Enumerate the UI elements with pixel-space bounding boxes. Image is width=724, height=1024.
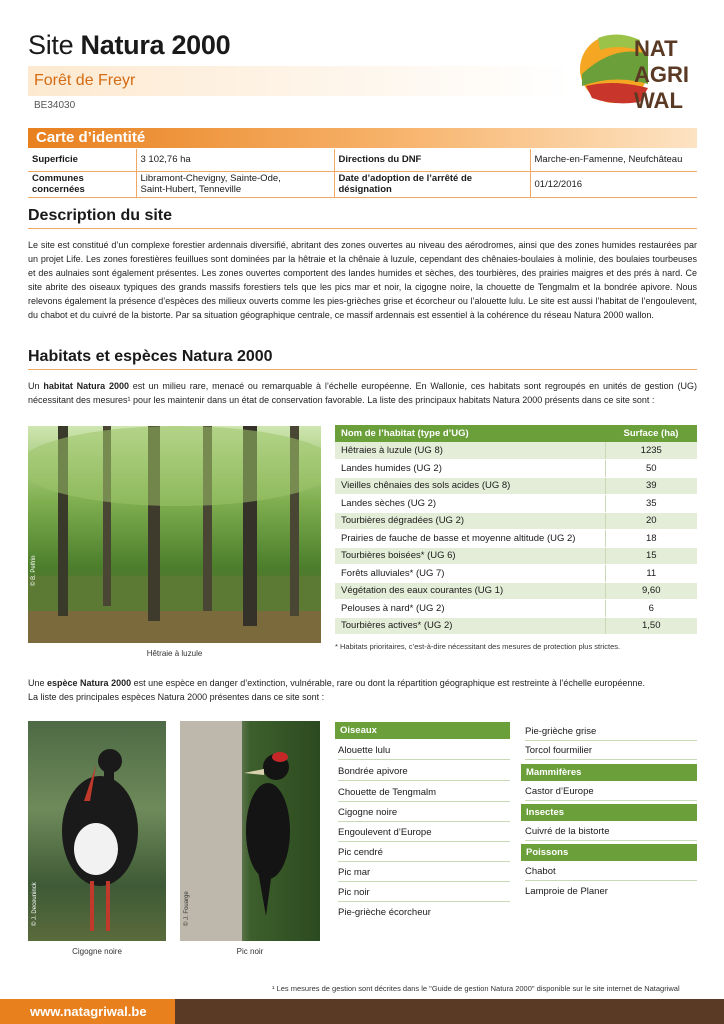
- species-intro-line2: La liste des principales espèces Natura 2000 présentes dans ce site sont :: [28, 692, 325, 702]
- habitat-name: Tourbières actives* (UG 2): [335, 617, 605, 635]
- logo-text-agri: AGRI: [634, 62, 689, 87]
- page-title: [28, 30, 230, 61]
- table-row: [335, 617, 697, 635]
- species-intro-bold: espèce Natura 2000: [47, 678, 132, 688]
- fish-heading: Poissons: [521, 844, 697, 861]
- table-row: [335, 530, 697, 548]
- table-row: [335, 600, 697, 618]
- table-row: [335, 442, 697, 460]
- dnf-label: Directions du DNF: [334, 149, 530, 171]
- black-stork-illustration: [28, 721, 166, 941]
- habitat-name: Végétation des eaux courantes (UG 1): [335, 582, 605, 600]
- list-item: Castor d’Europe: [525, 782, 697, 801]
- species-intro: [28, 676, 697, 704]
- list-item: Pic noir: [338, 883, 510, 902]
- habitat-name: Forêts alluviales* (UG 7): [335, 565, 605, 583]
- habitat-name: Hêtraies à luzule (UG 8): [335, 442, 605, 460]
- site-name: Forêt de Freyr: [34, 72, 136, 89]
- list-item: Pic mar: [338, 863, 510, 882]
- surface-label: Superficie: [28, 149, 136, 171]
- habitat-name: Landes humides (UG 2): [335, 460, 605, 478]
- insects-heading: Insectes: [521, 804, 697, 821]
- table-row: [335, 477, 697, 495]
- communes-value: [136, 171, 334, 197]
- identity-table: [28, 149, 697, 198]
- communes-label: Communes concernées: [28, 171, 136, 197]
- list-item: Engoulevent d’Europe: [338, 823, 510, 842]
- table-row: [335, 582, 697, 600]
- list-item: Pie-grièche écorcheur: [338, 907, 431, 918]
- habitat-surface: 18: [605, 530, 697, 548]
- habitat-surface: 1,50: [605, 617, 697, 635]
- habitat-name: Landes sèches (UG 2): [335, 495, 605, 513]
- description-text: Le site est constitué d’un complexe forestier ardennais diversifié, abritant des zones ouvertes au niveau des aérodromes, ainsi que des zones humides restaurées par un projet Life. Les zones forestières feuillues sont dominées par la hêtraie et la chênaie à luzule, cependant des chênaies-boulaies à molinie, des boulaies tourbeuses et des aulnaies sont également présentes. Les zones ouvertes comportent des landes humides et sèches, des tourbières, des prairies maigres et des prés à nard. Ce site abrite des oiseaux typiques des grands massifs forestiers tels que les pics mar et noir, la cigogne noire, la chouette de Tengmalm et la bondrée apivore. Nous relevons également la présence d’espèces des milieux ouverts comme les pies-grièches grise et écorcheur ou l’alouette lulu. Le site est aussi l’habitat de l’engoulevent, du chabot et du cuivré de la bistorte. Par sa situation géographique centrale, ce massif ardennais est essentiel à la cohérence du réseau Natura 2000 wallon.: [28, 240, 697, 320]
- management-footnote: ¹ Les mesures de gestion sont décrites dans le "Guide de gestion Natura 2000" disponible sur le site internet de Natagriwal: [272, 984, 680, 993]
- communes-line1: Libramont-Chevigny, Sainte-Ode,: [140, 173, 281, 184]
- habitat-table: [335, 425, 697, 635]
- habitat-surface: 6: [605, 600, 697, 618]
- black-woodpecker-illustration: [180, 721, 320, 941]
- habitat-name: Tourbières boisées* (UG 6): [335, 547, 605, 565]
- title-prefix: Site: [28, 30, 74, 60]
- site-code: BE34030: [34, 100, 76, 111]
- beech-forest-photo: [28, 426, 321, 643]
- list-item: Cuivré de la bistorte: [525, 822, 697, 841]
- species-intro-rest: est une espèce en danger d’extinction, vulnérable, rare ou dont la répartition géographique est restreinte à l’échelle européenne.: [133, 678, 645, 688]
- species-intro-prefix: Une: [28, 678, 45, 688]
- habitats-heading: Habitats et espèces Natura 2000: [28, 348, 273, 365]
- mammals-heading: Mammifères: [521, 764, 697, 781]
- priority-habitats-note: * Habitats prioritaires, c’est-à-dire nécessitant des mesures de protection plus strictes.: [335, 642, 621, 651]
- habitat-surface: 20: [605, 512, 697, 530]
- logo-graphic: [578, 24, 698, 114]
- table-row: [335, 512, 697, 530]
- habitat-surface: 35: [605, 495, 697, 513]
- description-heading: Description du site: [28, 207, 173, 224]
- natagriwal-logo: [578, 24, 698, 114]
- habitats-divider: [28, 369, 697, 370]
- list-item: Pie-grièche grise: [525, 722, 697, 741]
- habitats-intro-bold: habitat Natura 2000: [43, 381, 129, 391]
- communes-line2: Saint-Hubert, Tenneville: [140, 184, 242, 195]
- woodpecker-photo-credit: © J. Fouarge: [184, 891, 190, 926]
- habitat-name: Tourbières dégradées (UG 2): [335, 512, 605, 530]
- habitat-surface: 11: [605, 565, 697, 583]
- adoption-value: 01/12/2016: [530, 171, 697, 197]
- habitat-name: Vieilles chênaies des sols acides (UG 8): [335, 477, 605, 495]
- black-stork-photo: [28, 721, 166, 941]
- habitat-surface: 39: [605, 477, 697, 495]
- habitats-intro: [28, 379, 697, 407]
- identity-heading: Carte d’identité: [36, 129, 146, 146]
- beech-forest-illustration: [28, 426, 321, 643]
- list-item: Lamproie de Planer: [525, 886, 608, 897]
- habitat-surface-header: Surface (ha): [605, 425, 697, 442]
- website-link[interactable]: www.natagriwal.be: [0, 999, 175, 1024]
- list-item: Chouette de Tengmalm: [338, 783, 510, 802]
- birds-heading: Oiseaux: [335, 722, 510, 739]
- beech-photo-caption: Hêtraie à luzule: [146, 649, 203, 658]
- beech-photo-credit: © B. Pelfrin: [31, 555, 37, 586]
- list-item: Alouette lulu: [338, 741, 510, 760]
- surface-value: 3 102,76 ha: [136, 149, 334, 171]
- table-row: [335, 547, 697, 565]
- habitat-surface: 15: [605, 547, 697, 565]
- stork-photo-caption: Cigogne noire: [72, 947, 122, 956]
- list-item: Pic cendré: [338, 843, 510, 862]
- list-item: Bondrée apivore: [338, 762, 510, 781]
- table-row: [335, 495, 697, 513]
- black-woodpecker-photo: [180, 721, 320, 941]
- logo-text-wal: WAL: [634, 88, 683, 113]
- habitats-intro-prefix: Un: [28, 381, 40, 391]
- habitat-name-header: Nom de l’habitat (type d’UG): [335, 425, 605, 442]
- logo-text-nat: NAT: [634, 36, 678, 61]
- habitat-name: Prairies de fauche de basse et moyenne altitude (UG 2): [335, 530, 605, 548]
- list-item: Cigogne noire: [338, 803, 510, 822]
- description-divider: [28, 228, 697, 229]
- habitat-surface: 9,60: [605, 582, 697, 600]
- list-item: Chabot: [525, 862, 697, 881]
- table-row: [335, 460, 697, 478]
- table-row: [335, 565, 697, 583]
- dnf-value: Marche-en-Famenne, Neufchâteau: [530, 149, 697, 171]
- title-bold: Natura 2000: [80, 30, 231, 60]
- habitat-surface: 50: [605, 460, 697, 478]
- woodpecker-photo-caption: Pic noir: [236, 947, 264, 956]
- list-item: Torcol fourmilier: [525, 741, 697, 760]
- habitats-intro-rest: est un milieu rare, menacé ou remarquable à l’échelle européenne. En Wallonie, ces habitats sont regroupés en unités de gestion (UG) nécessitant des mesures¹ pour les maintenir dans un état de conservation favorable. La liste des principaux habitats Natura 2000 présents dans ce site sont :: [28, 381, 697, 405]
- habitat-name: Pelouses à nard* (UG 2): [335, 600, 605, 618]
- stork-photo-credit: © J. Deceuninck: [32, 882, 38, 926]
- habitat-surface: 1235: [605, 442, 697, 460]
- adoption-label: Date d’adoption de l’arrêté de désignation: [334, 171, 530, 197]
